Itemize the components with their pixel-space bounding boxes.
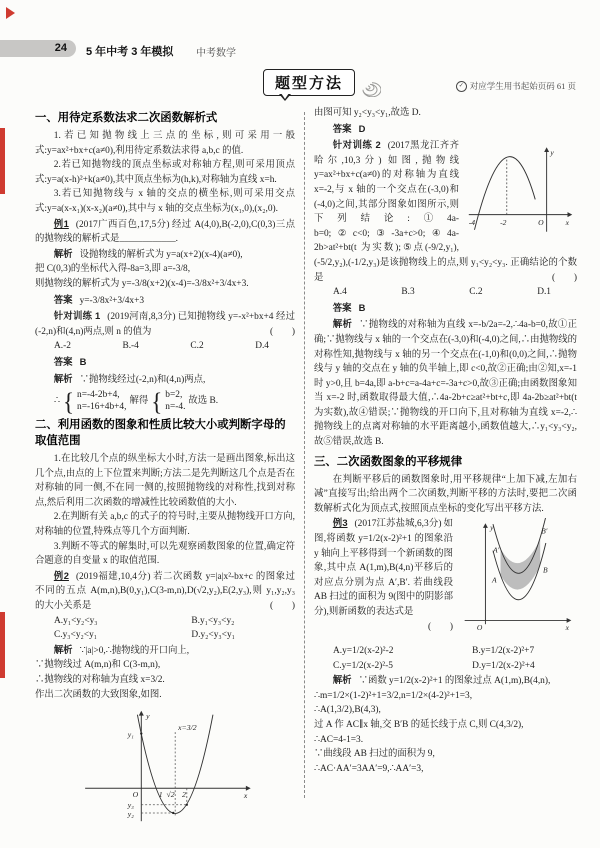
example3-source: (2017江苏盐城,6,3分): [354, 519, 442, 530]
equation-line: n=-4.: [165, 402, 186, 413]
option-c: C.y=1/2(x-2)²-5: [333, 660, 393, 671]
fig2-origin-label: O: [538, 218, 544, 228]
answer-value: B: [358, 301, 366, 313]
fig1-y2-label: y₂: [127, 809, 134, 819]
example2-analysis: [35, 643, 295, 659]
fig2-tick-minus4: -4: [468, 218, 476, 228]
fig1-y3-label: y₃: [127, 800, 134, 810]
fig2-tick-minus2: -2: [500, 218, 507, 228]
fig1-y-axis-label: y: [145, 711, 150, 721]
analysis-line: ∴A(1,3/2),B(4,3),: [314, 705, 381, 716]
analysis-line: ∵抛物线过 A(m,n)和 C(3-m,n),: [35, 660, 161, 671]
equation-line: n=-4-2b+4,: [77, 390, 120, 401]
column-divider: [304, 112, 305, 798]
training1-label: 针对训练 1: [53, 310, 101, 322]
analysis-line: ∴AC=4-1=3.: [314, 734, 364, 745]
analysis-line: 设抛物线的解析式为 y=a(x+2)(x-4)(a≠0),: [79, 249, 243, 260]
option-b: B.3: [401, 287, 415, 298]
analysis-label: 解析: [53, 247, 73, 259]
option-d: D.1: [537, 287, 551, 298]
example1-label: 例1: [53, 217, 69, 229]
fig1-tick-1: 1: [158, 790, 163, 800]
analysis-line: ∴m=1/2×(1-2)²+1=3/2,n=1/2×(4-2)²+1=3,: [314, 690, 473, 701]
print-corner-mark: [6, 7, 15, 19]
equation-stack: [77, 389, 126, 413]
example2-source: (2019福建,10,4分): [75, 571, 151, 582]
analysis-label: 解析: [332, 674, 352, 686]
method-paragraph: 3.判断不等式的解集时,可以先观察函数图象的位置,确定符合题意的自变量 x 的取值范围.: [35, 541, 295, 567]
badge-label: 题型方法: [275, 75, 344, 92]
answer-parentheses: ( ): [270, 326, 295, 337]
subject-label: 中考数学: [196, 48, 236, 59]
fig3-origin-label: O: [476, 623, 483, 633]
analysis-line: ∴抛物线的对称轴为直线 x=3/2.: [35, 675, 165, 685]
training1-source: (2019河南,8,3分): [107, 312, 176, 323]
example3-label: 例3: [332, 517, 348, 529]
analysis-label: 解析: [53, 372, 73, 384]
training2-answer: [314, 301, 577, 317]
example2-text: 若二次函数 y=|a|x²-bx+c 的图象过不同的五点 A(m,n),B(0,y₁),C(3-m,n),D(√2,y₂),E(2,y₃),则 y₁,y₂,y₃ 的大小关系是: [35, 571, 295, 612]
translated-parabolas-diagram: [459, 518, 577, 636]
fig3-point-a-label: A: [492, 576, 497, 586]
answer-label: 答案: [332, 122, 352, 134]
solve-label: 解得: [129, 395, 149, 406]
option-b: B.y₁<y₃<y₂: [191, 615, 235, 626]
training2-text: 如图,抛物线 y=ax²+bx+c(a≠0)的对称轴为直线 x=-2,与 x 轴的一个交点在(-3,0)和(-4,0)之间,其部分图象如图所示,则下列结论:①4a-b=0;②c<0;③-3a+c>0;④4a-2b>at²+bt(t 为实数);⑤点(-9/2,y₁),(-5/2,y₂),(-1/2,y₃)是该抛物线上的点,则 y₁<y₂<y₃. 正确结论的个数是: [314, 155, 577, 283]
fig1-origin-label: O: [132, 790, 138, 800]
analysis-line: 把 C(0,3)的坐标代入得-8a=3,即 a=-3/8,: [35, 264, 191, 275]
option-c: C.2: [190, 341, 204, 352]
equation-system: [35, 389, 295, 413]
option-d: D.y₂<y₃<y₁: [191, 630, 235, 641]
parabola-diagram-up: [73, 705, 258, 827]
example2-label: 例2: [53, 569, 69, 581]
page-number: 24: [54, 42, 67, 54]
page-reference: [456, 80, 576, 92]
edge-red-tab: [0, 128, 5, 194]
brace-symbol: {: [62, 387, 75, 415]
method-paragraph: 2.若已知抛物线的顶点坐标或对称轴方程,则可采用顶点式:y=a(x-h)²+k(a≠0),其中顶点坐标为(h,k),对称轴为直线 x=h.: [35, 160, 295, 185]
fig2-x-axis-label: x: [565, 218, 569, 228]
training1-analysis: [35, 372, 295, 388]
badge-tail-inner: [281, 93, 289, 99]
training2-options: [314, 285, 577, 300]
answer-label: 答案: [53, 355, 73, 367]
example1-source: (2017广西百色,17,5分): [75, 219, 170, 230]
training2-figure: [465, 140, 577, 244]
method-paragraph: 1.在比较几个点的纵坐标大小时,方法一是画出图象,标出这几个点,由点的上下位置来判断;方法二是先判断这几个点是否在对称轴的同一侧,不在同一侧的,按照抛物线的对称性,找到对称点,然后利用二次函数的增减性比较函数值的大小.: [35, 454, 295, 508]
fig1-tick-sqrt2: √2: [165, 790, 175, 800]
page-reference-text: 对应学生用书起始页码 61 页: [469, 81, 576, 91]
option-b: B.-4: [122, 341, 139, 352]
fig1-symmetry-axis-label: x=3/2: [177, 723, 197, 733]
option-a: A.y=1/2(x-2)²-2: [333, 646, 394, 657]
analysis-line: 则抛物线的解析式为 y=-3/8(x+2)(x-4)=-3/8x²+3/4x+3.: [35, 278, 249, 289]
example2-conclusion: 由图可知 y₂<y₃<y₁,故选 D.: [314, 108, 421, 118]
method-paragraph: 2.在判断有关 a,b,c 的式子的符号时,主要从抛物线开口方向,对称轴的位置,特殊点等几个方面判断.: [35, 512, 295, 538]
section-type-badge: [263, 69, 355, 96]
method-paragraph: 1.若已知抛物线上三点的坐标,则可采用一般式:y=ax²+bx+c(a≠0),利用待定系数法求得 a,b,c 的值.: [35, 131, 295, 156]
option-d: D.4: [255, 341, 269, 352]
example2-answer: [314, 122, 577, 138]
example2-problem: [35, 569, 295, 614]
answer-parentheses: ( ): [428, 621, 453, 632]
fig3-x-axis-label: x: [565, 623, 570, 633]
equation-line: b=2,: [165, 390, 183, 401]
example3-text: 如图,将函数 y=1/2(x-2)²+1 的图象沿 y 轴向上平移得到一个新函数的图象,其中点 A(1,m),B(4,n)平移后的对应点分别为点 A′,B′. 若曲线段 AB 扫过的面积为 9(图中的阴影部分),则新函数的表达式是: [314, 519, 453, 617]
fig1-x-axis-label: x: [243, 791, 247, 801]
fig2-y-axis-label: y: [550, 148, 554, 158]
option-b: B.y=1/2(x-2)²+7: [472, 646, 535, 657]
fig3-point-b-label: B: [543, 565, 548, 575]
example1-analysis: [35, 247, 295, 263]
training1-answer: [35, 355, 295, 371]
example2-figure: [35, 705, 295, 833]
option-a: A.4: [333, 287, 347, 298]
answer-value: B: [79, 355, 87, 367]
training2-analysis: [314, 317, 577, 449]
analysis-line: ∵曲线段 AB 扫过的面积为 9,: [314, 749, 435, 760]
fig3-point-a-prime-label: A′: [492, 545, 500, 555]
conclusion-text: 故选 B.: [188, 395, 219, 406]
option-d: D.y=1/2(x-2)²+4: [472, 660, 535, 671]
badge-box: [263, 69, 355, 96]
training2-source: (2017黑龙江齐齐哈尔,10,3分): [314, 141, 459, 166]
analysis-line: 作出二次函数的大致图象,如图.: [35, 689, 162, 700]
fig1-y1-label: y₁: [127, 730, 134, 740]
analysis-label: 解析: [53, 643, 73, 655]
training1-problem: [35, 309, 295, 339]
example2-options: [35, 614, 295, 643]
option-a: A.y₁<y₂<y₃: [54, 615, 98, 626]
answer-label: 答案: [53, 293, 73, 305]
answer-parentheses: ( ): [270, 601, 295, 612]
equation-stack: [165, 389, 185, 413]
analysis-line: ∵抛物线经过(-2,n)和(4,n)两点,: [79, 374, 206, 385]
option-a: A.-2: [54, 341, 71, 352]
answer-label: 答案: [332, 301, 352, 313]
method-paragraph: 3.若已知抛物线与 x 轴的交点的横坐标,则可采用交点式:y=a(x-x₁)(x-x₂)(a≠0),其中与 x 轴的交点坐标为(x₁,0),(x₂,0).: [35, 189, 295, 214]
brace-symbol: {: [151, 387, 163, 415]
example1-answer: [35, 293, 295, 309]
section3-heading: 三、二次函数图象的平移规律: [314, 455, 463, 468]
fig3-y-axis-label: y: [490, 523, 494, 533]
example3-options: [314, 644, 577, 673]
equation-line: n=-16+4b+4,: [77, 402, 127, 413]
answer-parentheses: ( ): [552, 272, 577, 283]
book-title: 5 年中考 3 年模拟: [86, 46, 174, 58]
option-c: C.2: [469, 287, 483, 298]
swirl-decoration-icon: [355, 77, 381, 97]
training2-label: 针对训练 2: [332, 139, 381, 151]
training2-block: [314, 138, 577, 449]
check-circle-icon: ✓: [456, 81, 467, 92]
parabola-diagram-down: [465, 140, 577, 238]
left-column: [35, 106, 295, 833]
analysis-label: 解析: [332, 318, 353, 330]
right-column: [314, 106, 577, 776]
analysis-text: ∵抛物线的对称轴为直线 x=-b/2a=-2,∴4a-b=0,故①正确;∵抛物线与 x 轴的一个交点在(-3,0)和(-4,0)之间,∴由抛物线的对称性知,抛物线与 x 轴的另一个交点在(-1,0)和(0,0)之间,∴抛物线与 y 轴的交点在 y 轴的负半轴上,即 c<0,故②正确;由②知,x=-1 时 y>0,且 b=4a,即 a-b+c=a-4a+c=-3a+c>0,故③正确;由函数图象知当 x=-2 时,函数取得最大值,∴4a-2b+c≥at²+bt+c,即 4a-2b≥at²+bt(t 为实数),故④错误;∵抛物线的开口向下,且对称轴为直线 x=-2,∴抛物线上的点离对称轴的水平距离越小,函数值越大,∴y₁<y₃<y₂,故⑤错误,故选 B.: [314, 320, 577, 448]
analysis-line: 过 A 作 AC∥x 轴,交 B′B 的延长线于点 C,则 C(4,3/2),: [314, 720, 524, 730]
training1-text: 已知抛物线 y=-x²+bx+4 经过(-2,n)和(4,n)两点,则 n 的值为: [35, 312, 296, 337]
section2-heading: 二、利用函数的图象和性质比较大小或判断字母的取值范围: [35, 419, 286, 448]
example1-problem: [35, 217, 295, 247]
example1-text: 经过 A(4,0),B(-2,0),C(0,3)三点的抛物线的解析式是____________.: [35, 219, 295, 245]
therefore-symbol: ∴: [54, 395, 60, 406]
section1-heading: 一、用待定系数法求二次函数解析式: [35, 112, 218, 124]
page-number-badge: [0, 40, 76, 57]
example3-block: [314, 516, 577, 776]
example3-analysis: [314, 673, 577, 689]
training1-options: [35, 339, 295, 354]
option-c: C.y₃<y₂<y₁: [54, 630, 98, 641]
fig1-tick-2: 2: [181, 790, 186, 800]
answer-value: y=-3/8x²+3/4x+3: [79, 295, 145, 306]
fig3-point-b-prime-label: B′: [541, 527, 548, 537]
analysis-line: ∵函数 y=1/2(x-2)²+1 的图象过点 A(1,m),B(4,n),: [358, 676, 551, 687]
answer-value: D: [358, 122, 366, 134]
example3-figure: [459, 518, 577, 642]
edge-red-tab: [0, 612, 5, 678]
analysis-line: ∴AC·AA′=3AA′=9,∴AA′=3,: [314, 763, 424, 774]
analysis-line: ∵|a|>0,∴抛物线的开口向上,: [79, 645, 190, 656]
method-paragraph: 在判断平移后的函数图象时,用平移规律“上加下减,左加右减”直接写出;给出两个二次函数,判断平移的方法时,要把二次函数解析式化为顶点式,按照顶点坐标的变化写出平移方法.: [314, 474, 577, 514]
